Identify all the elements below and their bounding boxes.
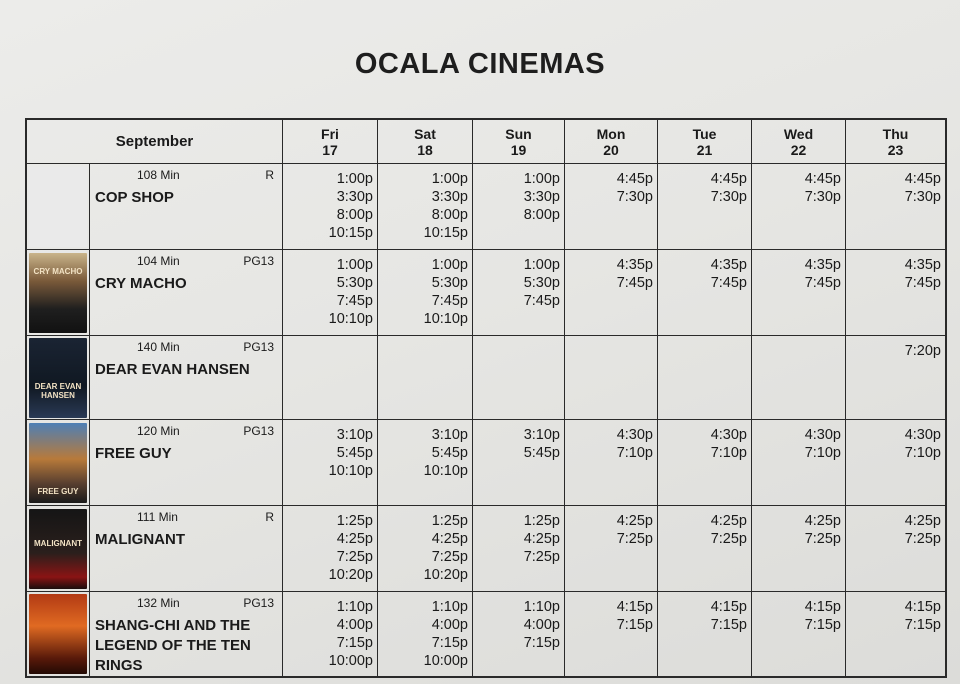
showtime: 8:00p <box>336 207 373 223</box>
movie-poster <box>27 164 90 250</box>
showtime-cell <box>378 164 473 250</box>
showtime-cell <box>473 250 565 336</box>
showtime: 4:00p <box>431 617 468 633</box>
showtime: 7:15p <box>616 617 653 633</box>
movie-poster <box>27 420 90 506</box>
showtime-cell <box>846 164 945 250</box>
showtime-cell <box>752 250 846 336</box>
showtime: 5:45p <box>336 445 373 461</box>
day-header-sat <box>378 120 473 164</box>
showtime: 4:15p <box>710 599 747 615</box>
movie-poster <box>27 336 90 420</box>
showtime-cell <box>378 420 473 506</box>
day-header-wed <box>752 120 846 164</box>
movie-meta <box>95 340 276 354</box>
showtime: 8:00p <box>431 207 468 223</box>
movie-info <box>90 336 283 420</box>
showtime-cell <box>658 336 752 420</box>
poster-image <box>29 509 87 589</box>
day-header-mon <box>565 120 658 164</box>
showtime-cell <box>658 250 752 336</box>
showtime: 1:00p <box>523 171 560 187</box>
day-name: Mon <box>596 125 626 142</box>
day-name: Sat <box>414 125 436 142</box>
movie-rating: R <box>265 168 274 182</box>
showtime: 4:35p <box>616 257 653 273</box>
movie-rating: PG13 <box>243 596 274 610</box>
showtime: 1:10p <box>431 599 468 615</box>
showtime: 4:35p <box>710 257 747 273</box>
showtime: 1:00p <box>336 257 373 273</box>
showtime: 5:45p <box>431 445 468 461</box>
movie-title: COP SHOP <box>95 189 174 206</box>
showtime: 7:20p <box>904 343 941 359</box>
showtime: 4:35p <box>804 257 841 273</box>
movie-runtime: 104 Min <box>137 254 180 268</box>
showtime: 7:45p <box>710 275 747 291</box>
movie-info <box>90 420 283 506</box>
movie-rating: PG13 <box>243 424 274 438</box>
showtime-cell <box>283 592 378 676</box>
showtime: 7:10p <box>804 445 841 461</box>
showtime: 4:25p <box>804 513 841 529</box>
showtime-cell <box>473 164 565 250</box>
showtime: 3:30p <box>336 189 373 205</box>
showtime: 7:45p <box>523 293 560 309</box>
showtime-cell <box>658 592 752 676</box>
showtime-cell <box>658 506 752 592</box>
showtime: 5:30p <box>336 275 373 291</box>
showtime: 1:25p <box>523 513 560 529</box>
showtime: 5:30p <box>523 275 560 291</box>
poster-caption: FREE GUY <box>37 486 79 496</box>
showtime-cell <box>565 592 658 676</box>
showtime-cell <box>283 250 378 336</box>
showtime: 10:00p <box>423 653 468 669</box>
movie-title: SHANG-CHI AND THE LEGEND OF THE TEN RINGS <box>95 617 251 674</box>
showtime: 3:10p <box>336 427 373 443</box>
day-header-tue <box>658 120 752 164</box>
showtime: 10:15p <box>423 225 468 241</box>
movie-runtime: 108 Min <box>137 168 180 182</box>
showtime: 3:30p <box>431 189 468 205</box>
showtime: 7:25p <box>804 531 841 547</box>
showtime: 4:45p <box>804 171 841 187</box>
movie-rating: R <box>265 510 274 524</box>
showtime: 7:25p <box>710 531 747 547</box>
showtime: 7:30p <box>616 189 653 205</box>
movie-info <box>90 250 283 336</box>
showtime-cell <box>658 164 752 250</box>
month-header: September <box>27 120 283 164</box>
showtime-cell <box>565 420 658 506</box>
showtime: 4:45p <box>616 171 653 187</box>
showtime: 1:25p <box>431 513 468 529</box>
day-name: Sun <box>505 125 532 142</box>
showtime: 4:30p <box>616 427 653 443</box>
showtime: 4:25p <box>523 531 560 547</box>
showtime: 7:45p <box>336 293 373 309</box>
poster-caption: MALIGNANT <box>34 538 82 548</box>
poster-image <box>29 594 87 674</box>
movie-poster <box>27 592 90 676</box>
showtime: 10:10p <box>328 463 373 479</box>
showtime: 7:45p <box>616 275 653 291</box>
showtime: 7:15p <box>804 617 841 633</box>
showtime-cell <box>283 506 378 592</box>
showtime: 4:35p <box>904 257 941 273</box>
movie-runtime: 140 Min <box>137 340 180 354</box>
showtime: 4:25p <box>710 513 747 529</box>
showtime: 7:30p <box>904 189 941 205</box>
showtime: 1:00p <box>431 171 468 187</box>
showtime: 4:25p <box>336 531 373 547</box>
showtime: 7:15p <box>710 617 747 633</box>
showtime-cell <box>283 164 378 250</box>
poster-caption: CRY MACHO <box>33 266 83 276</box>
movie-runtime: 120 Min <box>137 424 180 438</box>
showtime-cell <box>473 420 565 506</box>
showtime: 4:30p <box>904 427 941 443</box>
showtime-cell <box>846 420 945 506</box>
showtime-cell <box>565 250 658 336</box>
showtime: 7:25p <box>523 549 560 565</box>
showtime: 10:10p <box>328 311 373 327</box>
showtime: 3:10p <box>523 427 560 443</box>
showtime-cell <box>846 592 945 676</box>
showtime: 4:15p <box>904 599 941 615</box>
showtime-cell <box>565 336 658 420</box>
day-name: Thu <box>882 125 909 142</box>
showtime: 4:15p <box>616 599 653 615</box>
showtimes-table <box>25 118 947 678</box>
showtime: 7:25p <box>431 549 468 565</box>
poster-caption: DEAR EVAN HANSEN <box>34 381 82 400</box>
movie-runtime: 132 Min <box>137 596 180 610</box>
showtime: 7:45p <box>431 293 468 309</box>
movie-title: CRY MACHO <box>95 275 187 292</box>
showtime: 1:00p <box>336 171 373 187</box>
showtime: 4:25p <box>431 531 468 547</box>
showtime-cell <box>752 164 846 250</box>
showtime-cell <box>846 336 945 420</box>
showtime: 7:10p <box>904 445 941 461</box>
showtime: 10:00p <box>328 653 373 669</box>
day-name: Fri <box>321 125 339 142</box>
showtime: 4:30p <box>804 427 841 443</box>
showtime: 10:20p <box>328 567 373 583</box>
showtime-cell <box>846 506 945 592</box>
movie-info <box>90 592 283 676</box>
movie-info <box>90 506 283 592</box>
showtime: 7:15p <box>523 635 560 651</box>
movie-title: DEAR EVAN HANSEN <box>95 361 250 378</box>
showtime-cell <box>473 592 565 676</box>
movie-meta <box>95 510 276 524</box>
movie-poster <box>27 250 90 336</box>
showtime: 1:00p <box>523 257 560 273</box>
movie-runtime: 111 Min <box>137 510 178 524</box>
showtime: 7:45p <box>904 275 941 291</box>
movie-meta <box>95 254 276 268</box>
day-header-fri <box>283 120 378 164</box>
showtime: 4:00p <box>523 617 560 633</box>
showtime-cell <box>565 164 658 250</box>
movie-rating: PG13 <box>243 340 274 354</box>
day-date: 21 <box>696 141 713 158</box>
showtime-cell <box>473 336 565 420</box>
movie-poster <box>27 506 90 592</box>
movie-meta <box>95 168 276 182</box>
showtime: 10:10p <box>423 463 468 479</box>
showtime-cell <box>283 336 378 420</box>
showtime: 1:10p <box>523 599 560 615</box>
showtime: 4:25p <box>616 513 653 529</box>
day-date: 17 <box>322 141 338 158</box>
movie-title: MALIGNANT <box>95 531 185 548</box>
showtime: 4:25p <box>904 513 941 529</box>
poster-image <box>29 423 87 503</box>
showtime: 8:00p <box>523 207 560 223</box>
showtime: 5:45p <box>523 445 560 461</box>
showtime: 7:30p <box>804 189 841 205</box>
movie-meta <box>95 596 276 610</box>
showtime: 7:45p <box>804 275 841 291</box>
showtime-cell <box>378 250 473 336</box>
showtime: 4:30p <box>710 427 747 443</box>
showtime: 10:15p <box>328 225 373 241</box>
movie-rating: PG13 <box>243 254 274 268</box>
day-date: 22 <box>790 141 807 158</box>
showtime: 7:15p <box>336 635 373 651</box>
showtime: 7:30p <box>710 189 747 205</box>
showtime: 7:10p <box>616 445 653 461</box>
showtime: 1:10p <box>336 599 373 615</box>
movie-info <box>90 164 283 250</box>
day-header-sun <box>473 120 565 164</box>
showtime: 1:25p <box>336 513 373 529</box>
day-date: 23 <box>887 141 904 158</box>
showtime-cell <box>378 592 473 676</box>
showtime-cell <box>752 420 846 506</box>
showtime: 7:15p <box>904 617 941 633</box>
poster-image <box>29 167 87 247</box>
showtime-cell <box>658 420 752 506</box>
poster-image <box>29 253 87 333</box>
showtime: 7:10p <box>710 445 747 461</box>
showtime: 4:15p <box>804 599 841 615</box>
showtime-cell <box>752 336 846 420</box>
showtime: 7:25p <box>336 549 373 565</box>
movie-meta <box>95 424 276 438</box>
showtime: 7:25p <box>616 531 653 547</box>
showtime: 7:15p <box>431 635 468 651</box>
showtime: 5:30p <box>431 275 468 291</box>
showtime: 10:10p <box>423 311 468 327</box>
showtime-cell <box>283 420 378 506</box>
showtime-cell <box>378 336 473 420</box>
showtime: 4:45p <box>904 171 941 187</box>
showtime-cell <box>752 506 846 592</box>
day-date: 18 <box>417 141 433 158</box>
day-date: 19 <box>510 141 527 158</box>
showtime: 3:10p <box>431 427 468 443</box>
showtime-cell <box>473 506 565 592</box>
showtime: 10:20p <box>423 567 468 583</box>
page-title: OCALA CINEMAS <box>354 48 606 80</box>
day-header-thu <box>846 120 945 164</box>
showtime: 7:25p <box>904 531 941 547</box>
movie-title: FREE GUY <box>95 445 172 462</box>
showtime: 4:45p <box>710 171 747 187</box>
showtime-cell <box>565 506 658 592</box>
showtime: 1:00p <box>431 257 468 273</box>
day-name: Wed <box>783 125 814 142</box>
showtime-cell <box>752 592 846 676</box>
showtime: 3:30p <box>523 189 560 205</box>
showtime-cell <box>378 506 473 592</box>
showtime: 4:00p <box>336 617 373 633</box>
day-name: Tue <box>692 125 717 142</box>
showtime-cell <box>846 250 945 336</box>
poster-image <box>29 338 87 418</box>
day-date: 20 <box>603 141 619 158</box>
